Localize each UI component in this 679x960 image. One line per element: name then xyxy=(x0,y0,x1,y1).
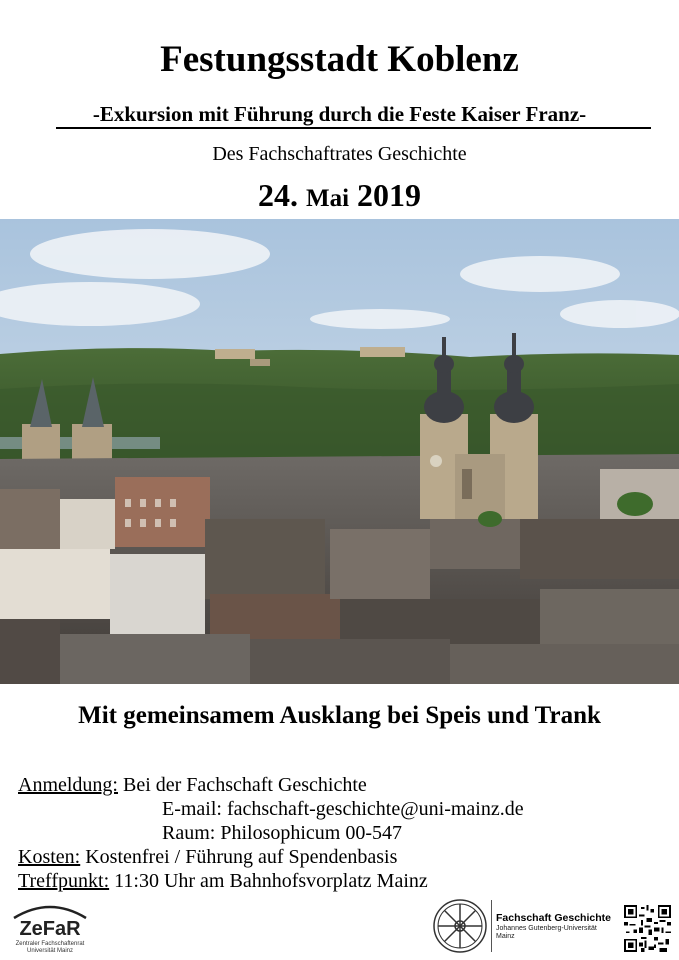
university-name: Johannes Gutenberg-Universität xyxy=(496,925,597,932)
email-row: E-mail: fachschaft-geschichte@uni-mainz.de xyxy=(162,798,524,820)
anmeldung-row xyxy=(18,773,524,797)
fachschaft-logo xyxy=(432,898,627,956)
date-day: 24. xyxy=(257,177,298,213)
organizer-line: Des Fachschaftrates Geschichte xyxy=(212,143,467,165)
raum-row: Raum: Philosophicum 00-547 xyxy=(162,822,402,844)
title-divider xyxy=(56,127,651,129)
zefar-name: ZeFaR xyxy=(19,918,81,940)
event-details xyxy=(18,773,524,893)
date-year: 2019 xyxy=(357,177,422,213)
kosten-label: Kosten: xyxy=(18,846,81,868)
treffpunkt-value: 11:30 Uhr am Bahnhofsvorplatz Mainz xyxy=(114,870,428,892)
treffpunkt-label: Treffpunkt: xyxy=(18,870,110,892)
date-month: Mai xyxy=(305,185,350,212)
mainz-wheel-icon xyxy=(432,898,488,954)
logo-divider xyxy=(491,900,492,952)
closing-line: Mit gemeinsamem Ausklang bei Speis und Trank xyxy=(78,702,601,729)
kosten-row xyxy=(18,845,524,869)
treffpunkt-row xyxy=(18,869,524,893)
anmeldung-value: Bei der Fachschaft Geschichte xyxy=(123,774,367,796)
kosten-value: Kostenfrei / Führung auf Spendenbasis xyxy=(85,846,398,868)
zefar-sub2: Universität Mainz xyxy=(26,948,73,954)
zefar-subtitle xyxy=(4,941,96,955)
fachschaft-name: Fachschaft Geschichte xyxy=(496,912,611,924)
anmeldung-label: Anmeldung: xyxy=(18,774,118,796)
koblenz-cityscape-photo xyxy=(0,219,679,684)
qr-code-icon xyxy=(624,905,671,952)
event-date xyxy=(0,175,679,219)
zefar-sub1: Zentraler Fachschaftenrat xyxy=(15,941,85,947)
poster-title: Festungsstadt Koblenz xyxy=(160,39,519,80)
poster-subtitle: -Exkursion mit Führung durch die Feste Kaiser Franz- xyxy=(92,102,587,126)
university-city: Mainz xyxy=(496,933,515,940)
zefar-logo xyxy=(4,902,96,958)
